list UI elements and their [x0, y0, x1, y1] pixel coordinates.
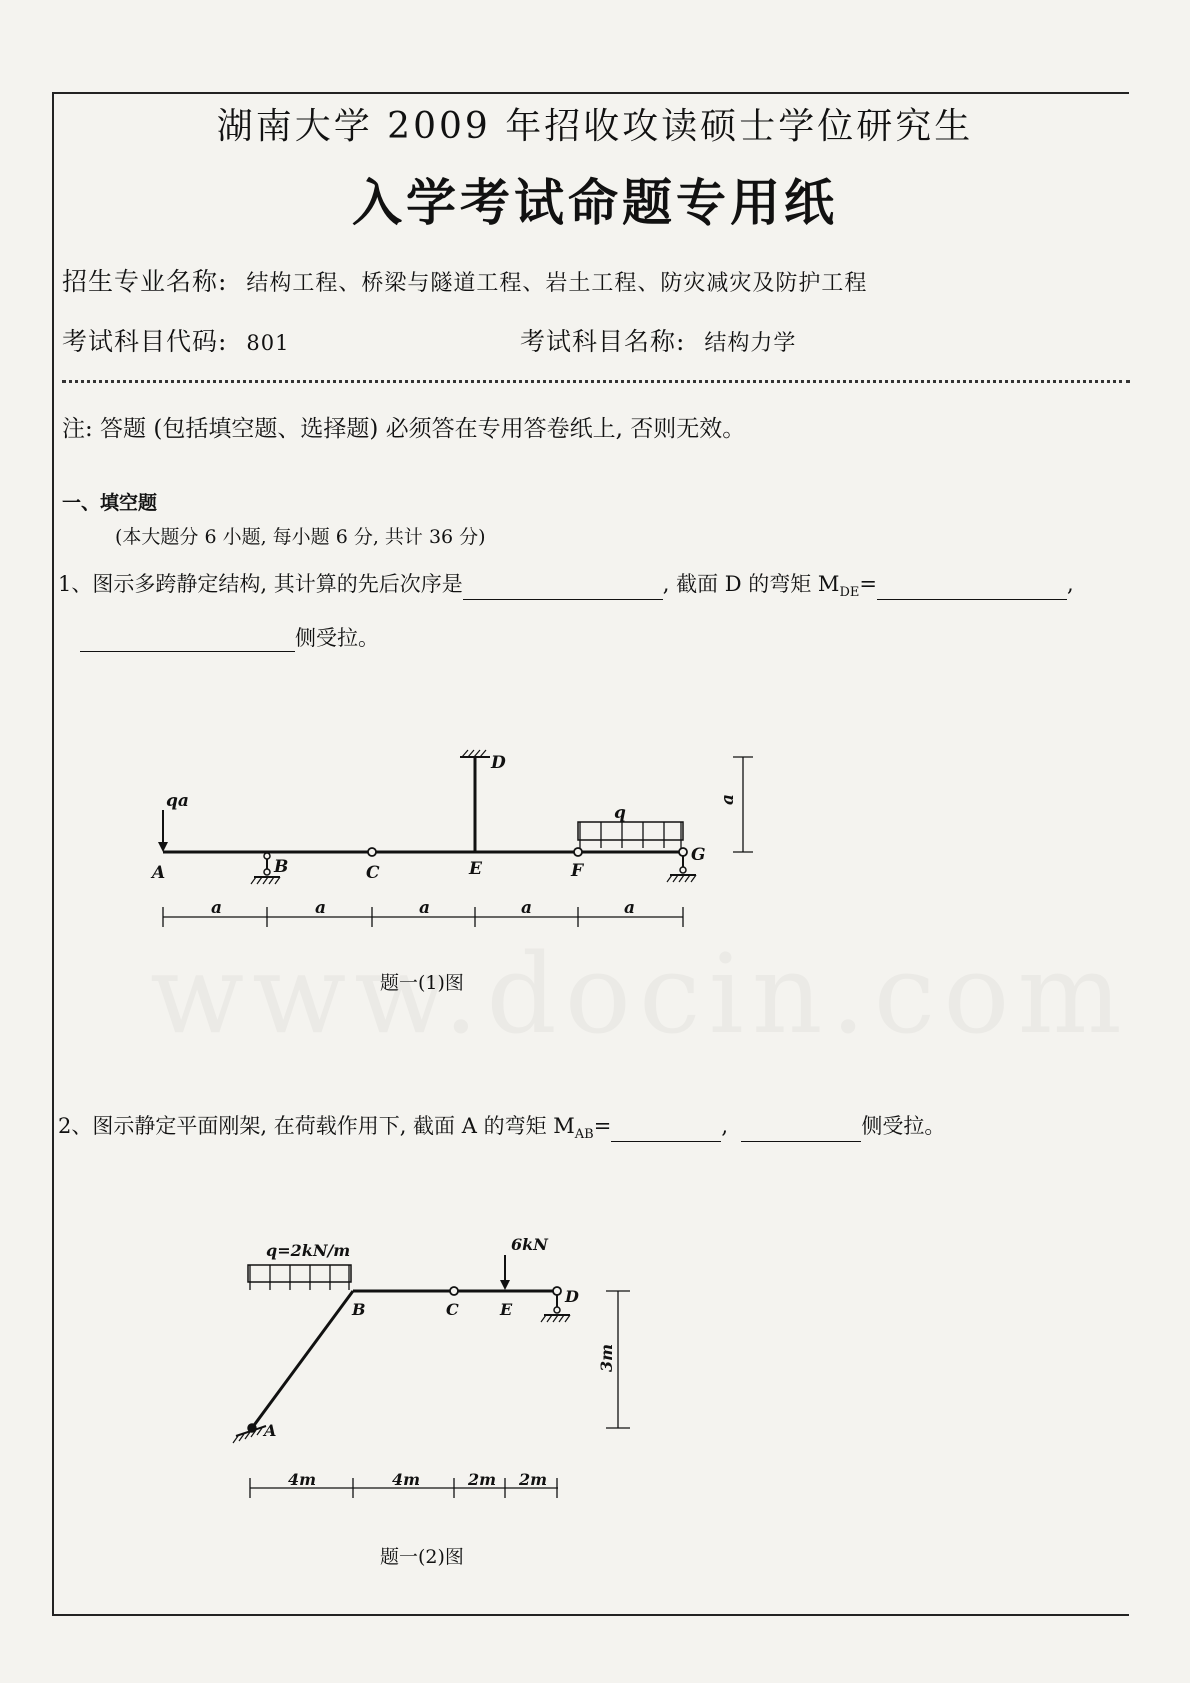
- major-label: 招生专业名称:: [62, 267, 228, 296]
- hinge-f: [574, 848, 582, 856]
- span-4: a: [521, 898, 533, 918]
- span-1: a: [211, 898, 223, 918]
- figure-2-caption: 题一(2)图: [380, 1546, 464, 1568]
- support-d-roller: [554, 1307, 560, 1313]
- hinge-c: [368, 848, 376, 856]
- span-5: a: [624, 898, 636, 918]
- q1-text-d: ,: [1066, 572, 1074, 596]
- node-a-2: A: [264, 1421, 277, 1440]
- support-d-hatch: [541, 1315, 570, 1322]
- span-2-3: 2m: [468, 1470, 497, 1489]
- node-d: D: [491, 753, 506, 773]
- q2-text-d: 侧受拉。: [861, 1114, 946, 1138]
- q1-text-c: =: [859, 572, 877, 596]
- label-6kn: 6kN: [511, 1235, 548, 1254]
- load-q-arrows: [580, 822, 681, 848]
- code-label: 考试科目代码:: [62, 327, 228, 356]
- q2-moment-subscript: AB: [574, 1127, 594, 1143]
- node-e: E: [469, 859, 482, 879]
- height-1: a: [718, 793, 738, 805]
- major-value: 结构工程、桥梁与隧道工程、岩土工程、防灾减灾及防护工程: [246, 271, 868, 296]
- q1-moment-subscript: DE: [839, 585, 860, 601]
- load-q2-arrows: [250, 1265, 349, 1290]
- node-b-2: B: [352, 1300, 366, 1319]
- subject-label: 考试科目名称:: [520, 327, 686, 356]
- title-line-2: 入学考试命题专用纸: [352, 174, 838, 232]
- node-f: F: [571, 861, 584, 881]
- span-2: a: [315, 898, 327, 918]
- load-6kn-arrowhead: [500, 1280, 510, 1290]
- support-d-hinge: [553, 1287, 561, 1295]
- label-qa: qa: [166, 791, 189, 811]
- q2-text-c: ,: [721, 1114, 729, 1138]
- label-q2: q=2kN/m: [266, 1241, 351, 1260]
- load-q-box: [578, 822, 683, 840]
- hinge-c-2: [450, 1287, 458, 1295]
- label-q: q: [614, 803, 626, 823]
- q2-text-a: 2、图示静定平面刚架, 在荷载作用下, 截面 A 的弯矩 M: [58, 1114, 575, 1138]
- q1-text-b: , 截面 D 的弯矩 M: [662, 572, 840, 596]
- q2-moment-blank[interactable]: [611, 1121, 721, 1142]
- answer-note: 注: 答题 (包括填空题、选择题) 必须答在专用答卷纸上, 否则无效。: [62, 416, 746, 442]
- node-e-2: E: [500, 1300, 513, 1319]
- node-b: B: [274, 857, 289, 877]
- subject-value: 结构力学: [704, 331, 797, 356]
- node-c: C: [366, 863, 380, 883]
- support-g-roller: [680, 867, 686, 873]
- q1-text-e: 侧受拉。: [295, 626, 379, 650]
- span-2-1: 4m: [288, 1470, 317, 1489]
- node-g: G: [691, 845, 706, 865]
- height-2: 3m: [597, 1343, 616, 1372]
- q2-side-blank[interactable]: [741, 1121, 861, 1142]
- member-ab: [252, 1291, 353, 1428]
- node-d-2: D: [565, 1287, 579, 1306]
- code-value: 801: [246, 331, 290, 355]
- title-line-1: 湖南大学 2009 年招收攻读硕士学位研究生: [216, 106, 974, 147]
- support-b-hatch: [251, 877, 280, 884]
- span-2-4: 2m: [519, 1470, 548, 1489]
- support-b-hinge: [264, 853, 270, 859]
- support-b-roller: [264, 869, 270, 875]
- support-hatch-d: [462, 750, 486, 757]
- support-g-hatch: [667, 875, 696, 882]
- support-g-hinge: [679, 848, 687, 856]
- q1-text-a: 1、图示多跨静定结构, 其计算的先后次序是: [58, 572, 463, 596]
- question-2-line: [58, 1110, 945, 1142]
- q2-text-b: =: [593, 1114, 612, 1138]
- section-subtitle: (本大题分 6 小题, 每小题 6 分, 共计 36 分): [115, 526, 486, 548]
- node-a: A: [152, 863, 166, 883]
- load-q2-box: [248, 1265, 351, 1282]
- node-c-2: C: [446, 1300, 459, 1319]
- section-title: 一、填空题: [62, 492, 158, 514]
- span-2-2: 4m: [392, 1470, 421, 1489]
- span-3: a: [419, 898, 431, 918]
- figure-1-caption: 题一(1)图: [380, 972, 464, 994]
